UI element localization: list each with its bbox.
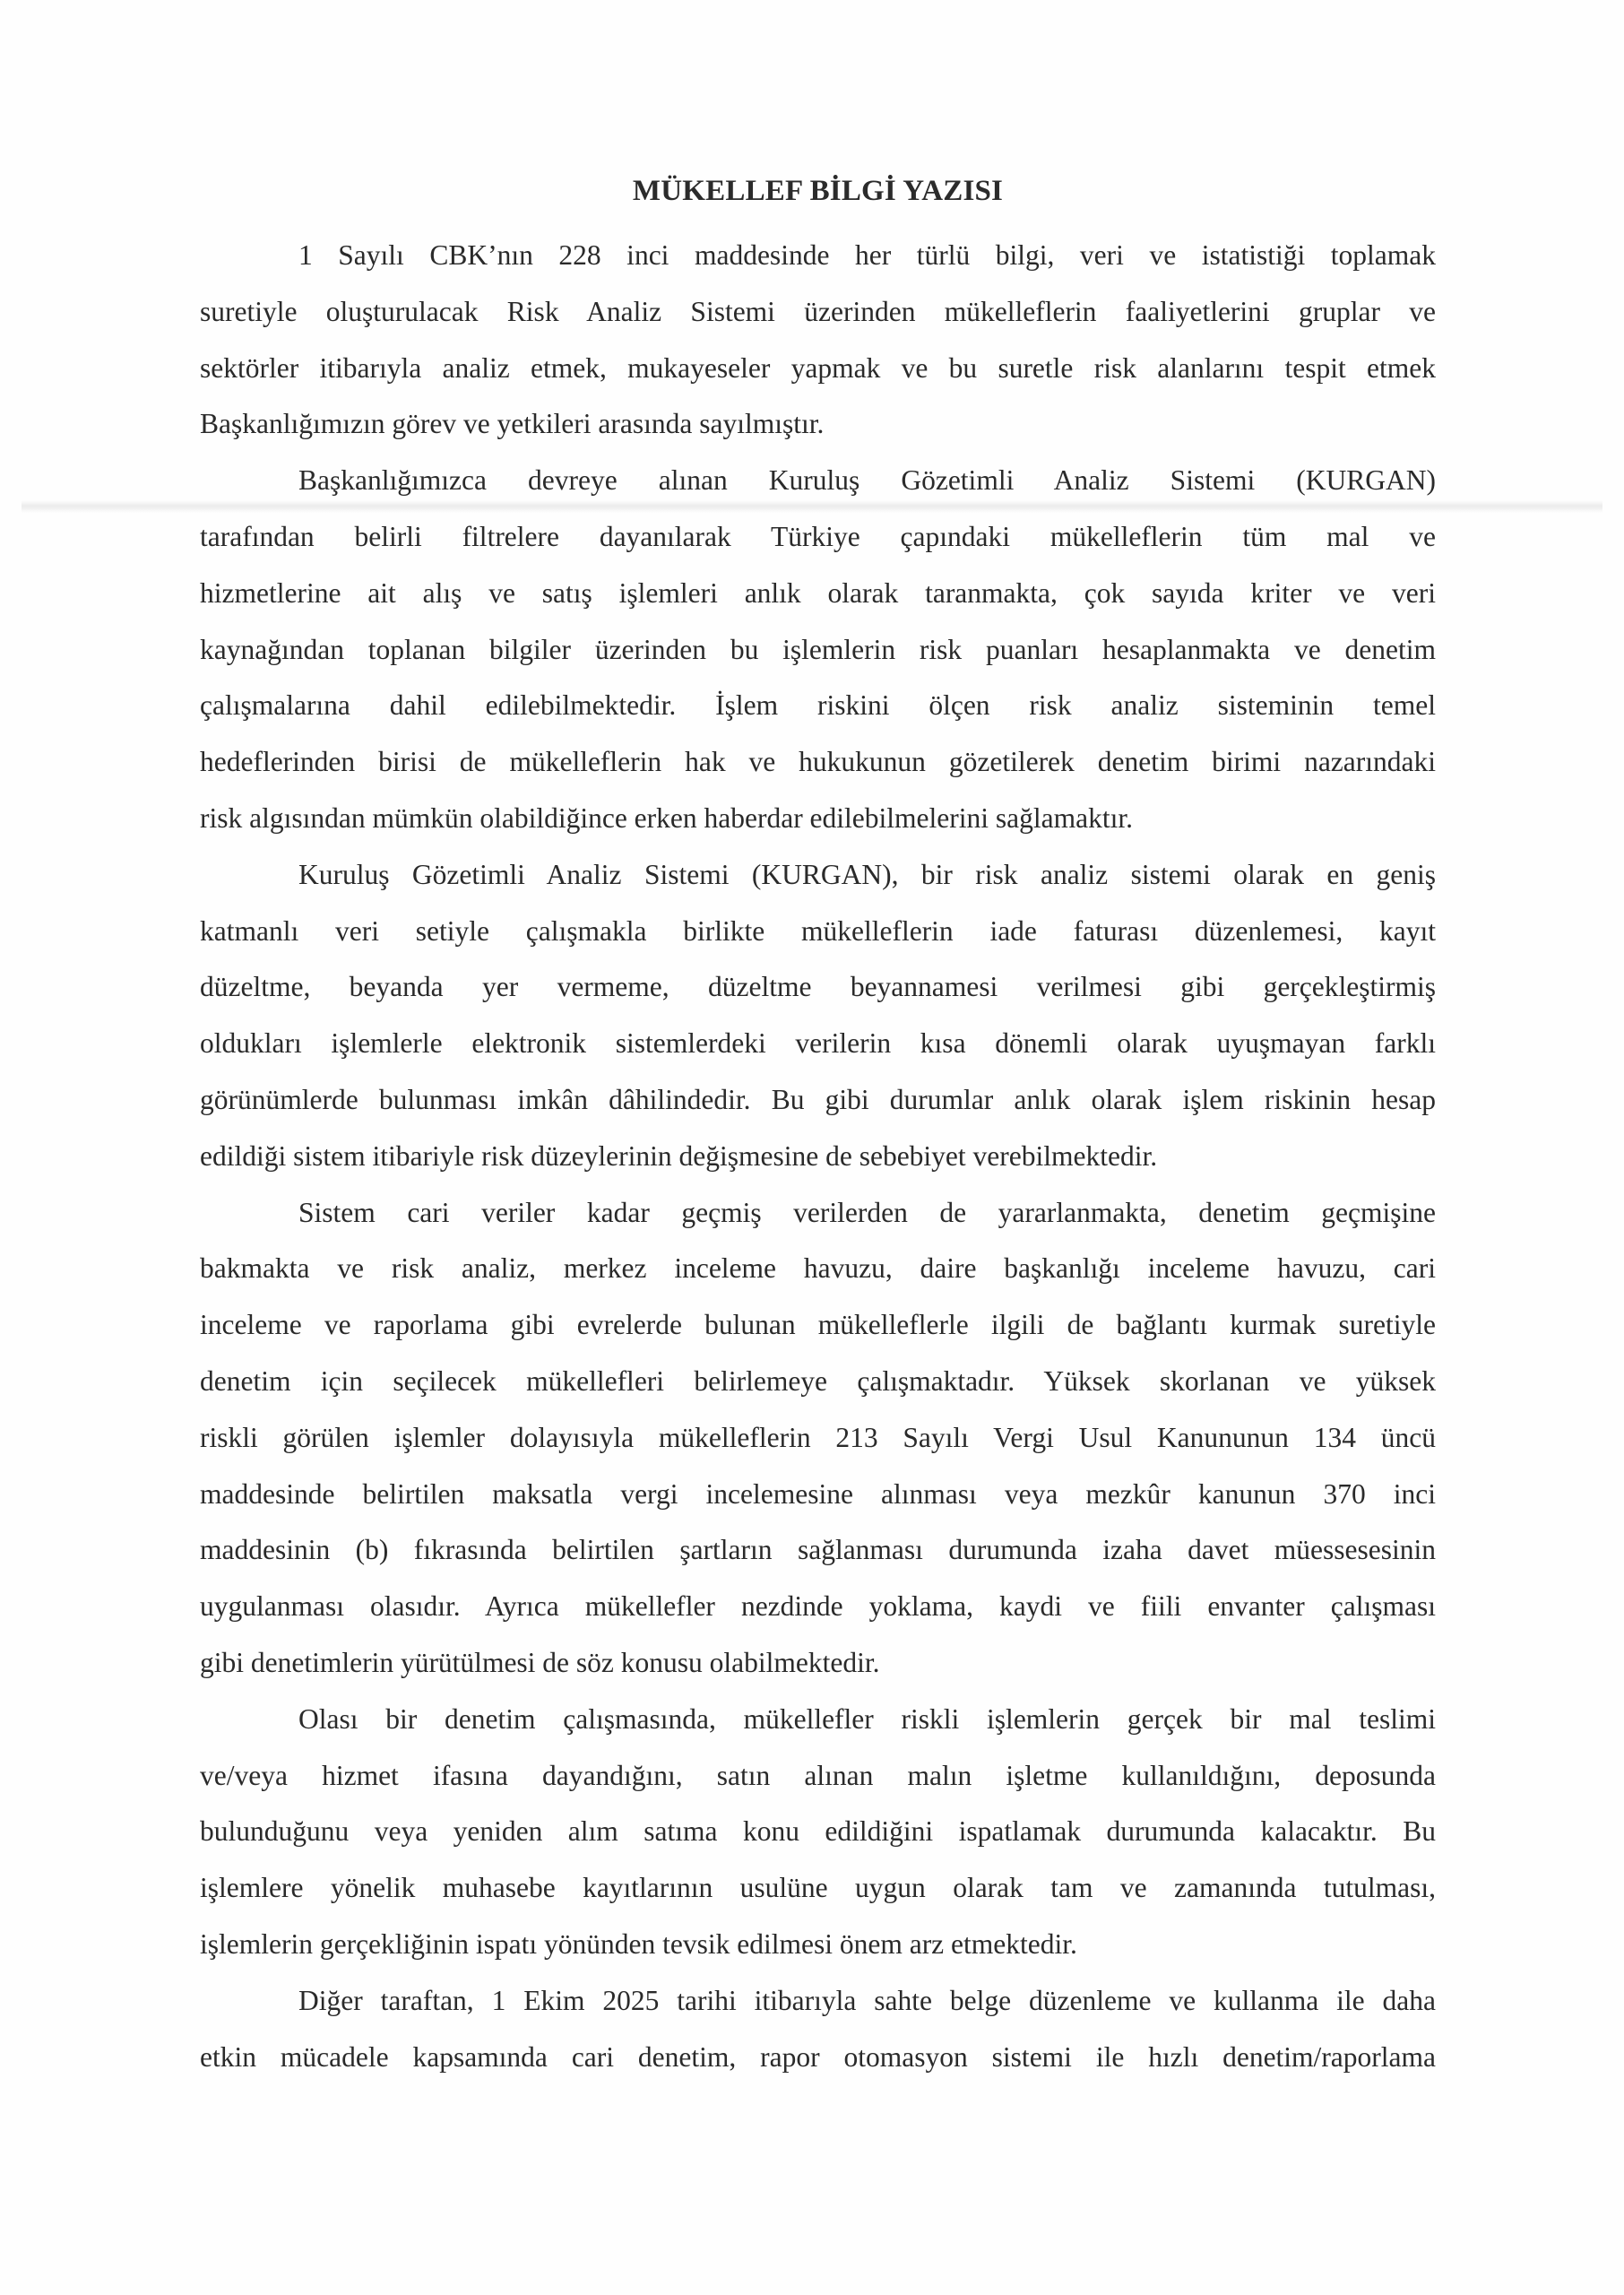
text-line: Olası bir denetim çalışmasında, mükellefler riskli işlemlerin gerçek bir mal teslimi (298, 1702, 1436, 1735)
text-line: etkin mücadele kapsamında cari denetim, rapor otomasyon sistemi ile hızlı denetim/raporlama (200, 2040, 1436, 2073)
document-body (200, 228, 1436, 2085)
text-line: hedeflerinden birisi de mükelleflerin hak ve hukukunun gözetilerek denetim birimi nazarındaki (200, 746, 1436, 778)
text-line: inceleme ve raporlama gibi evrelerde bulunan mükelleflerle ilgili de bağlantı kurmak suretiyle (200, 1309, 1436, 1341)
text-line: 1 Sayılı CBK’nın 228 inci maddesinde her türlü bilgi, veri ve istatistiği toplamak (298, 239, 1436, 271)
text-line: gibi denetimlerin yürütülmesi de söz konusu olabilmektedir. (200, 1646, 880, 1678)
text-line: uygulanması olasıdır. Ayrıca mükellefler nezdinde yoklama, kaydi ve fiili envanter çalışması (200, 1590, 1436, 1623)
text-line: Kuruluş Gözetimli Analiz Sistemi (KURGAN), bir risk analiz sistemi olarak en geniş (298, 858, 1436, 890)
paragraph-5 (200, 1692, 1436, 1973)
text-line: suretiyle oluşturulacak Risk Analiz Sistemi üzerinden mükelleflerin faaliyetlerini gruplar ve (200, 295, 1436, 327)
text-line: çalışmalarına dahil edilebilmektedir. İşlem riskini ölçen risk analiz sisteminin temel (200, 689, 1436, 722)
paragraph-6 (200, 1973, 1436, 2086)
text-line: hizmetlerine ait alış ve satış işlemleri anlık olarak taranmakta, çok sayıda kriter ve veri (200, 576, 1436, 609)
text-line: ve/veya hizmet ifasına dayandığını, satın alınan malın işletme kullanıldığını, deposunda (200, 1759, 1436, 1791)
paragraph-3 (200, 847, 1436, 1185)
text-line: Başkanlığımızın görev ve yetkileri arasında sayılmıştır. (200, 408, 825, 440)
text-line: bakmakta ve risk analiz, merkez inceleme havuzu, daire başkanlığı inceleme havuzu, cari (200, 1252, 1436, 1285)
text-line: edildiği sistem itibariyle risk düzeylerinin değişmesine de sebebiyet verebilmektedir. (200, 1139, 1158, 1172)
text-line: maddesinde belirtilen maksatla vergi incelemesine alınması veya mezkûr kanunun 370 inci (200, 1477, 1436, 1510)
text-line: düzeltme, beyanda yer vermeme, düzeltme beyannamesi verilmesi gibi gerçekleştirmiş (200, 971, 1436, 1003)
text-line: maddesinin (b) fıkrasında belirtilen şartların sağlanması durumunda izaha davet müessesesinin (200, 1534, 1436, 1566)
text-line: kaynağından toplanan bilgiler üzerinden bu işlemlerin risk puanları hesaplanmakta ve denetim (200, 633, 1436, 665)
text-line: görünümlerde bulunması imkân dâhilindedir. Bu gibi durumlar anlık olarak işlem riskinin hesap (200, 1083, 1436, 1115)
text-line: tarafından belirli filtrelere dayanılarak Türkiye çapındaki mükelleflerin tüm mal ve (200, 520, 1436, 552)
text-line: Diğer taraftan, 1 Ekim 2025 tarihi itibarıyla sahte belge düzenleme ve kullanma ile daha (298, 1984, 1436, 2016)
text-line: oldukları işlemlerle elektronik sistemlerdeki verilerin kısa dönemli olarak uyuşmayan farklı (200, 1027, 1436, 1060)
document-title: MÜKELLEF BİLGİ YAZISI (632, 175, 1004, 207)
text-line: katmanlı veri setiyle çalışmakla birlikte mükelleflerin iade faturası düzenlemesi, kayıt (200, 914, 1436, 947)
text-line: risk algısından mümkün olabildiğince erken haberdar edilebilmelerini sağlamaktır. (200, 801, 1133, 834)
text-line: bulunduğunu veya yeniden alım satıma konu edildiğini ispatlamak durumunda kalacaktır. Bu (200, 1815, 1436, 1848)
paragraph-2 (200, 453, 1436, 847)
text-line: Sistem cari veriler kadar geçmiş verilerden de yararlanmakta, denetim geçmişine (298, 1196, 1436, 1228)
text-line: denetim için seçilecek mükellefleri belirlemeye çalışmaktadır. Yüksek skorlanan ve yüksek (200, 1364, 1436, 1397)
text-line: riskli görülen işlemler dolayısıyla mükelleflerin 213 Sayılı Vergi Usul Kanununun 134 üncü (200, 1421, 1436, 1453)
text-line: sektörler itibarıyla analiz etmek, mukayeseler yapmak ve bu suretle risk alanlarını tespit etmek (200, 351, 1436, 384)
paragraph-1 (200, 228, 1436, 453)
text-line: işlemlerin gerçekliğinin ispatı yönünden tevsik edilmesi önem arz etmektedir. (200, 1927, 1077, 1960)
text-line: Başkanlığımızca devreye alınan Kuruluş Gözetimli Analiz Sistemi (KURGAN) (298, 464, 1436, 497)
paragraph-4 (200, 1185, 1436, 1692)
text-line: işlemlere yönelik muhasebe kayıtlarının usulüne uygun olarak tam ve zamanında tutulması, (200, 1872, 1436, 1904)
